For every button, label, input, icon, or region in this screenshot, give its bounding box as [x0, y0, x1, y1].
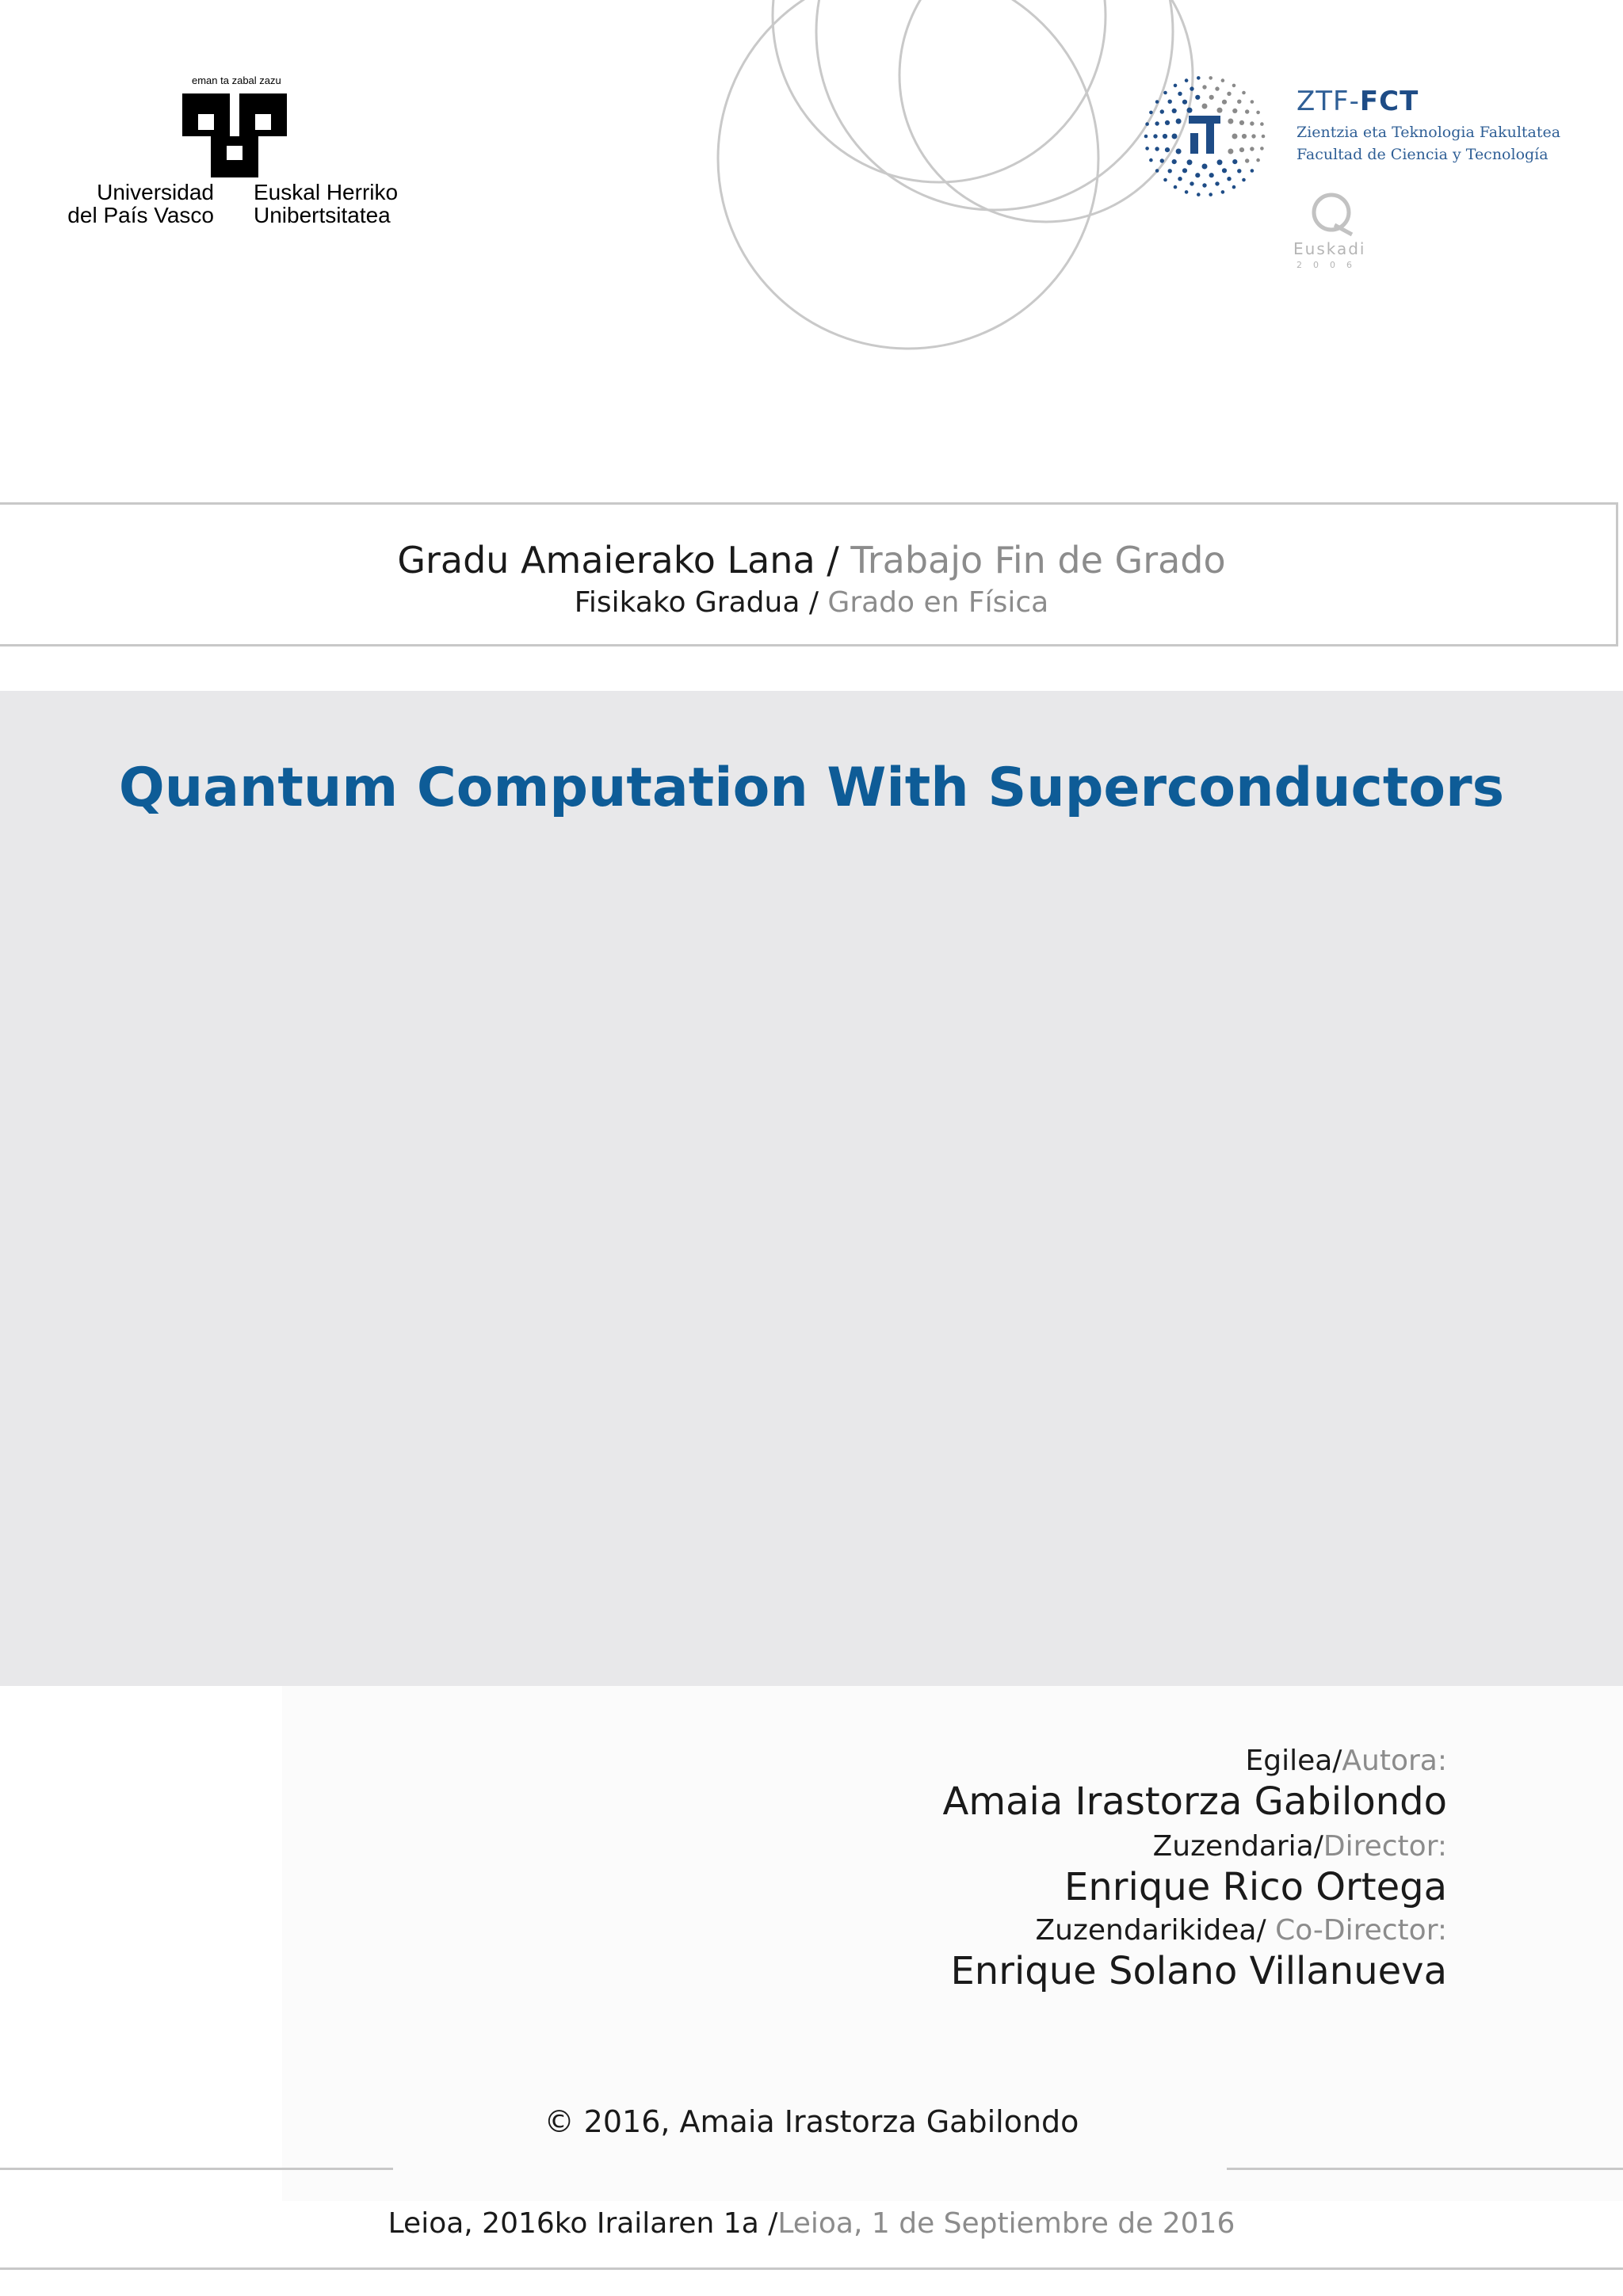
- codirector-role: [1036, 1914, 1447, 1947]
- codirector-role-es: Co-Director:: [1275, 1914, 1447, 1947]
- copyright-notice: © 2016, Amaia Irastorza Gabilondo: [544, 2104, 1079, 2139]
- upv-name-eu-line1: Euskal Herriko: [254, 180, 399, 204]
- upv-name-es: [55, 181, 214, 227]
- title-panel: [0, 691, 1623, 1686]
- place-date: [0, 2207, 1623, 2240]
- footer-divider-left: [0, 2168, 393, 2170]
- faculty-name-eu: Zientzia eta Teknologia Fakultatea: [1296, 124, 1561, 141]
- upv-name-eu-line2: Unibertsitatea: [254, 203, 391, 227]
- upv-name-es-line1: Universidad: [97, 180, 214, 204]
- codirector-role-eu: Zuzendarikidea/: [1035, 1914, 1276, 1947]
- director-role-es: Director:: [1323, 1830, 1447, 1863]
- codirector-name: Enrique Solano Villanueva: [950, 1949, 1447, 1993]
- faculty-acronym-prefix: ZTF-: [1296, 86, 1360, 117]
- work-type-line: [0, 539, 1623, 582]
- upv-motto: eman ta zabal zazu: [192, 74, 281, 86]
- director-role-eu: Zuzendaria/: [1152, 1830, 1323, 1863]
- quality-mark-year: 2006: [1296, 260, 1363, 270]
- faculty-name-es: Facultad de Ciencia y Tecnología: [1296, 146, 1549, 163]
- footer-divider-bottom: [0, 2267, 1623, 2270]
- author-role-eu: Egilea/: [1245, 1745, 1342, 1777]
- work-type-eu: Gradu Amaierako Lana /: [397, 539, 851, 582]
- upv-name-es-line2: del País Vasco: [67, 203, 214, 227]
- director-name: Enrique Rico Ortega: [1064, 1865, 1447, 1909]
- degree-eu: Fisikako Gradua /: [574, 586, 828, 619]
- quality-q-icon: [1300, 190, 1363, 238]
- upv-ehu-emblem-icon: [182, 93, 287, 177]
- work-type-es: Trabajo Fin de Grado: [850, 539, 1226, 582]
- degree-es: Grado en Física: [827, 586, 1049, 619]
- ztf-fct-emblem-icon: [1133, 67, 1276, 209]
- director-role: [1153, 1830, 1447, 1863]
- author-name: Amaia Irastorza Gabilondo: [942, 1779, 1447, 1824]
- quality-mark-label: Euskadi: [1293, 239, 1366, 258]
- thesis-title: Quantum Computation With Superconductors: [118, 757, 1505, 819]
- upv-name-eu: [254, 181, 398, 227]
- place-date-eu: Leioa, 2016ko Irailaren 1a /: [388, 2207, 778, 2240]
- author-role: [1245, 1745, 1447, 1777]
- faculty-acronym-bold: FCT: [1359, 86, 1419, 117]
- degree-line: [0, 586, 1623, 619]
- place-date-es: Leioa, 1 de Septiembre de 2016: [777, 2207, 1235, 2240]
- footer-divider-right: [1227, 2168, 1623, 2170]
- author-role-es: Autora:: [1342, 1745, 1447, 1777]
- faculty-acronym: [1296, 86, 1419, 117]
